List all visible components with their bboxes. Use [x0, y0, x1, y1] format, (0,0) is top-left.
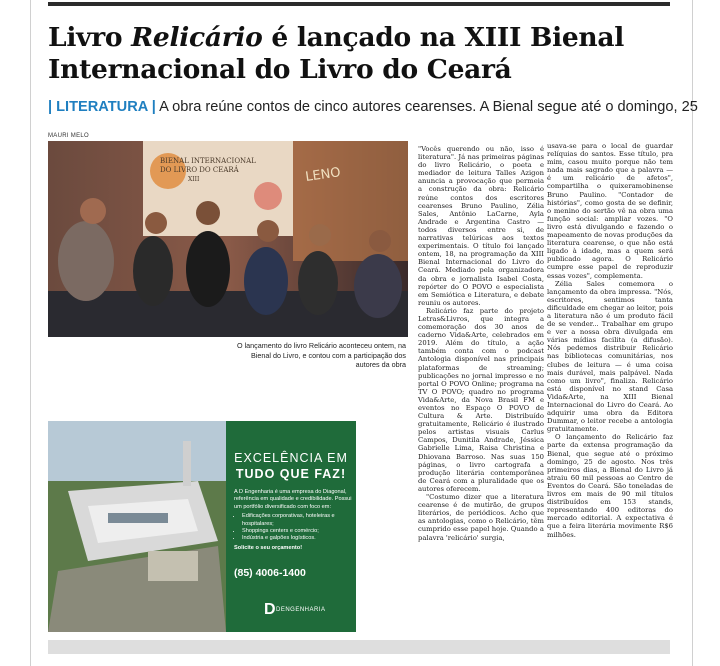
article-paragraph: Zélia Sales comemora o lançamento da obra impressa. "Nós, escritores, sentimos tanta dificuldade em chegar ao leitor, pois a literatura não é um produto fácil de se vender... Trabalhar em grupo e ver a nossa obra divulgada em várias mídias facilita (a difusão). Nós pedemos distribuir Relicário nas bibliotecas comunitárias, nos clubes de leitura — é uma coisa mais durável, mais palpável. Nada como um livro", finaliza. Relicário está disponível no stand Casa Vida&Arte, na XIII Bienal Internacional do Livro do Ceará. Ao adquirir uma obra da Editora Dummar, o leitor recebe a antologia gratuitamente.	[547, 279, 673, 434]
section-label: | LITERATURA |	[48, 99, 156, 115]
headline-part3: é lançado na XIII Bienal	[262, 22, 625, 53]
headline-italic-title: Relicário	[131, 22, 263, 53]
photo-caption: O lançamento do livro Relicário aconteceu ontem, na Bienal do Livro, e contou com a participação dos autores da obra	[237, 341, 406, 370]
ad-intro: A D Engenharia é uma empresa do Diagonal, referência em qualidade e credibilidade. Possui um portfólio diversificado com foco em:	[234, 489, 352, 510]
ad-list	[234, 513, 352, 543]
banner-line3: XIII	[188, 176, 200, 183]
article-paragraph: usava-se para o local de guardar relíquias do santos. Esse título, pra mim, casou muito porque não tem nada mais sagrado que a palavra — é um relicário de afetos", compartilha o quixeramobinense Bruno Paulino. "Contador de histórias", como gosta de se definir, o menino do sertão vê na obra uma função social: ampliar vozes. "O livro está divulgando e fazendo o mapeamento de novas produções da literatura cearense, o que não está ligado à idade, mas a quem será publicado agora. O Relicário cumpre esse papel de reproduzir essas vozes", complementa.	[547, 142, 673, 280]
ad-headline-2: TUDO QUE FAZ!	[235, 467, 347, 481]
brand-logo-icon: D	[264, 601, 276, 618]
banner-side-text: LENO	[304, 165, 342, 185]
ad-cta: Solicite o seu orçamento!	[234, 544, 303, 551]
page-footer-bar	[48, 640, 670, 654]
article-column-2	[547, 142, 673, 539]
top-rule	[48, 2, 670, 6]
ad-list-item: • Indústria e galpões logísticos.	[242, 535, 352, 542]
photo-credit: MAURI MELO	[48, 133, 90, 139]
event-photo	[48, 141, 408, 337]
event-photo-illustration	[48, 141, 408, 337]
article-paragraph: "Costumo dizer que a literatura cearense é de mutirão, de grupos literários, de periódicos. Acho que as antologias, como o Relicário, têm cumprido esse papel hoje. Quando a palavra 'relicário' surgia,	[418, 493, 544, 542]
ad-list-item: • Shoppings centers e comércio;	[242, 528, 352, 535]
headline	[48, 22, 678, 86]
page-edge-left	[30, 0, 31, 666]
headline-line2: Internacional do Livro do Ceará	[48, 54, 512, 85]
banner-line2: DO LIVRO DO CEARÁ	[160, 166, 239, 174]
article-column-1	[418, 145, 544, 542]
headline-part1: Livro	[48, 22, 132, 53]
ad-panel	[226, 421, 356, 632]
article-paragraph: Relicário faz parte do projeto Letras&Livros, que integra a comemoração dos 30 anos de caderno Vida&Arte, celebrados em 2019. Além do título, a ação também conta com o podcast Antologia disponível nas principais plataformas de streaming; publicações no jornal impresso e no portal O POVO Online; programa na TV O POVO; quadro no programa Vida&Arte, da Nova Brasil FM e eventos no Espaço O POVO de Cultura & Arte. Distribuído gratuitamente, Relicário é ilustrado pelos artistas visuais Carlus Campos, Dunitila Andrade, Jéssica Gabrielle Lima, Raisa Christina e Dhiovana Barroso. Nas suas 150 páginas, o livro cartografa a produção literária contemporânea de Ceará com a pluralidade que os autores oferecem.	[418, 306, 544, 493]
ad-body	[234, 489, 352, 552]
ad-aerial-photo	[48, 421, 226, 632]
advertisement[interactable]	[48, 421, 356, 632]
deck	[48, 99, 698, 115]
article-paragraph: "Vocês querendo ou não, isso é literatura". Já nas primeiras páginas do livro Relicário, o poeta e mediador de leitura Talles Azigon anuncia a provocação que permeia a construção da obra: Relicário reúne contos dos escritores cearenses Bruno Paulino, Zélia Sales, Antônio LaCarne, Ayla Andrade e Argentina Castro — todos diversos entre si, de narrativas telúricas aos textos experimentais. O título foi lançado ontem, 18, na programação da XIII Bienal Internacional do Livro do Ceará. Mediado pela organizadora da obra e jornalista Isabel Costa, repórter do O POVO e especialista em Semiótica e Literatura, e debate reuniu os autores.	[418, 145, 544, 307]
ad-list-item: • Edificações corporativas, hoteleiras e hospitalares;	[242, 513, 352, 528]
article-paragraph: O lançamento do Relicário faz parte da extensa programação da Bienal, que segue até o próximo domingo, 25 de agosto. Nos três primeiros dias, a Bienal do Livro já atraiu 60 mil pessoas ao Centro de Eventos do Ceará. São toneladas de livros em mais de 90 mil títulos distribuídos em 153 stands, representando 400 editoras do mercado editorial. A expectativa é que a feira literária movimente R$6 milhões.	[547, 433, 673, 539]
banner-line1: BIENAL INTERNACIONAL	[160, 157, 256, 165]
deck-text: A obra reúne contos de cinco autores cearenses. A Bienal segue até o domingo, 25	[155, 99, 698, 115]
ad-headline-1: EXCELÊNCIA EM	[234, 451, 348, 465]
ad-phone[interactable]: (85) 4006-1400	[234, 567, 306, 579]
ad-brand: DENGENHARIA	[276, 607, 326, 613]
